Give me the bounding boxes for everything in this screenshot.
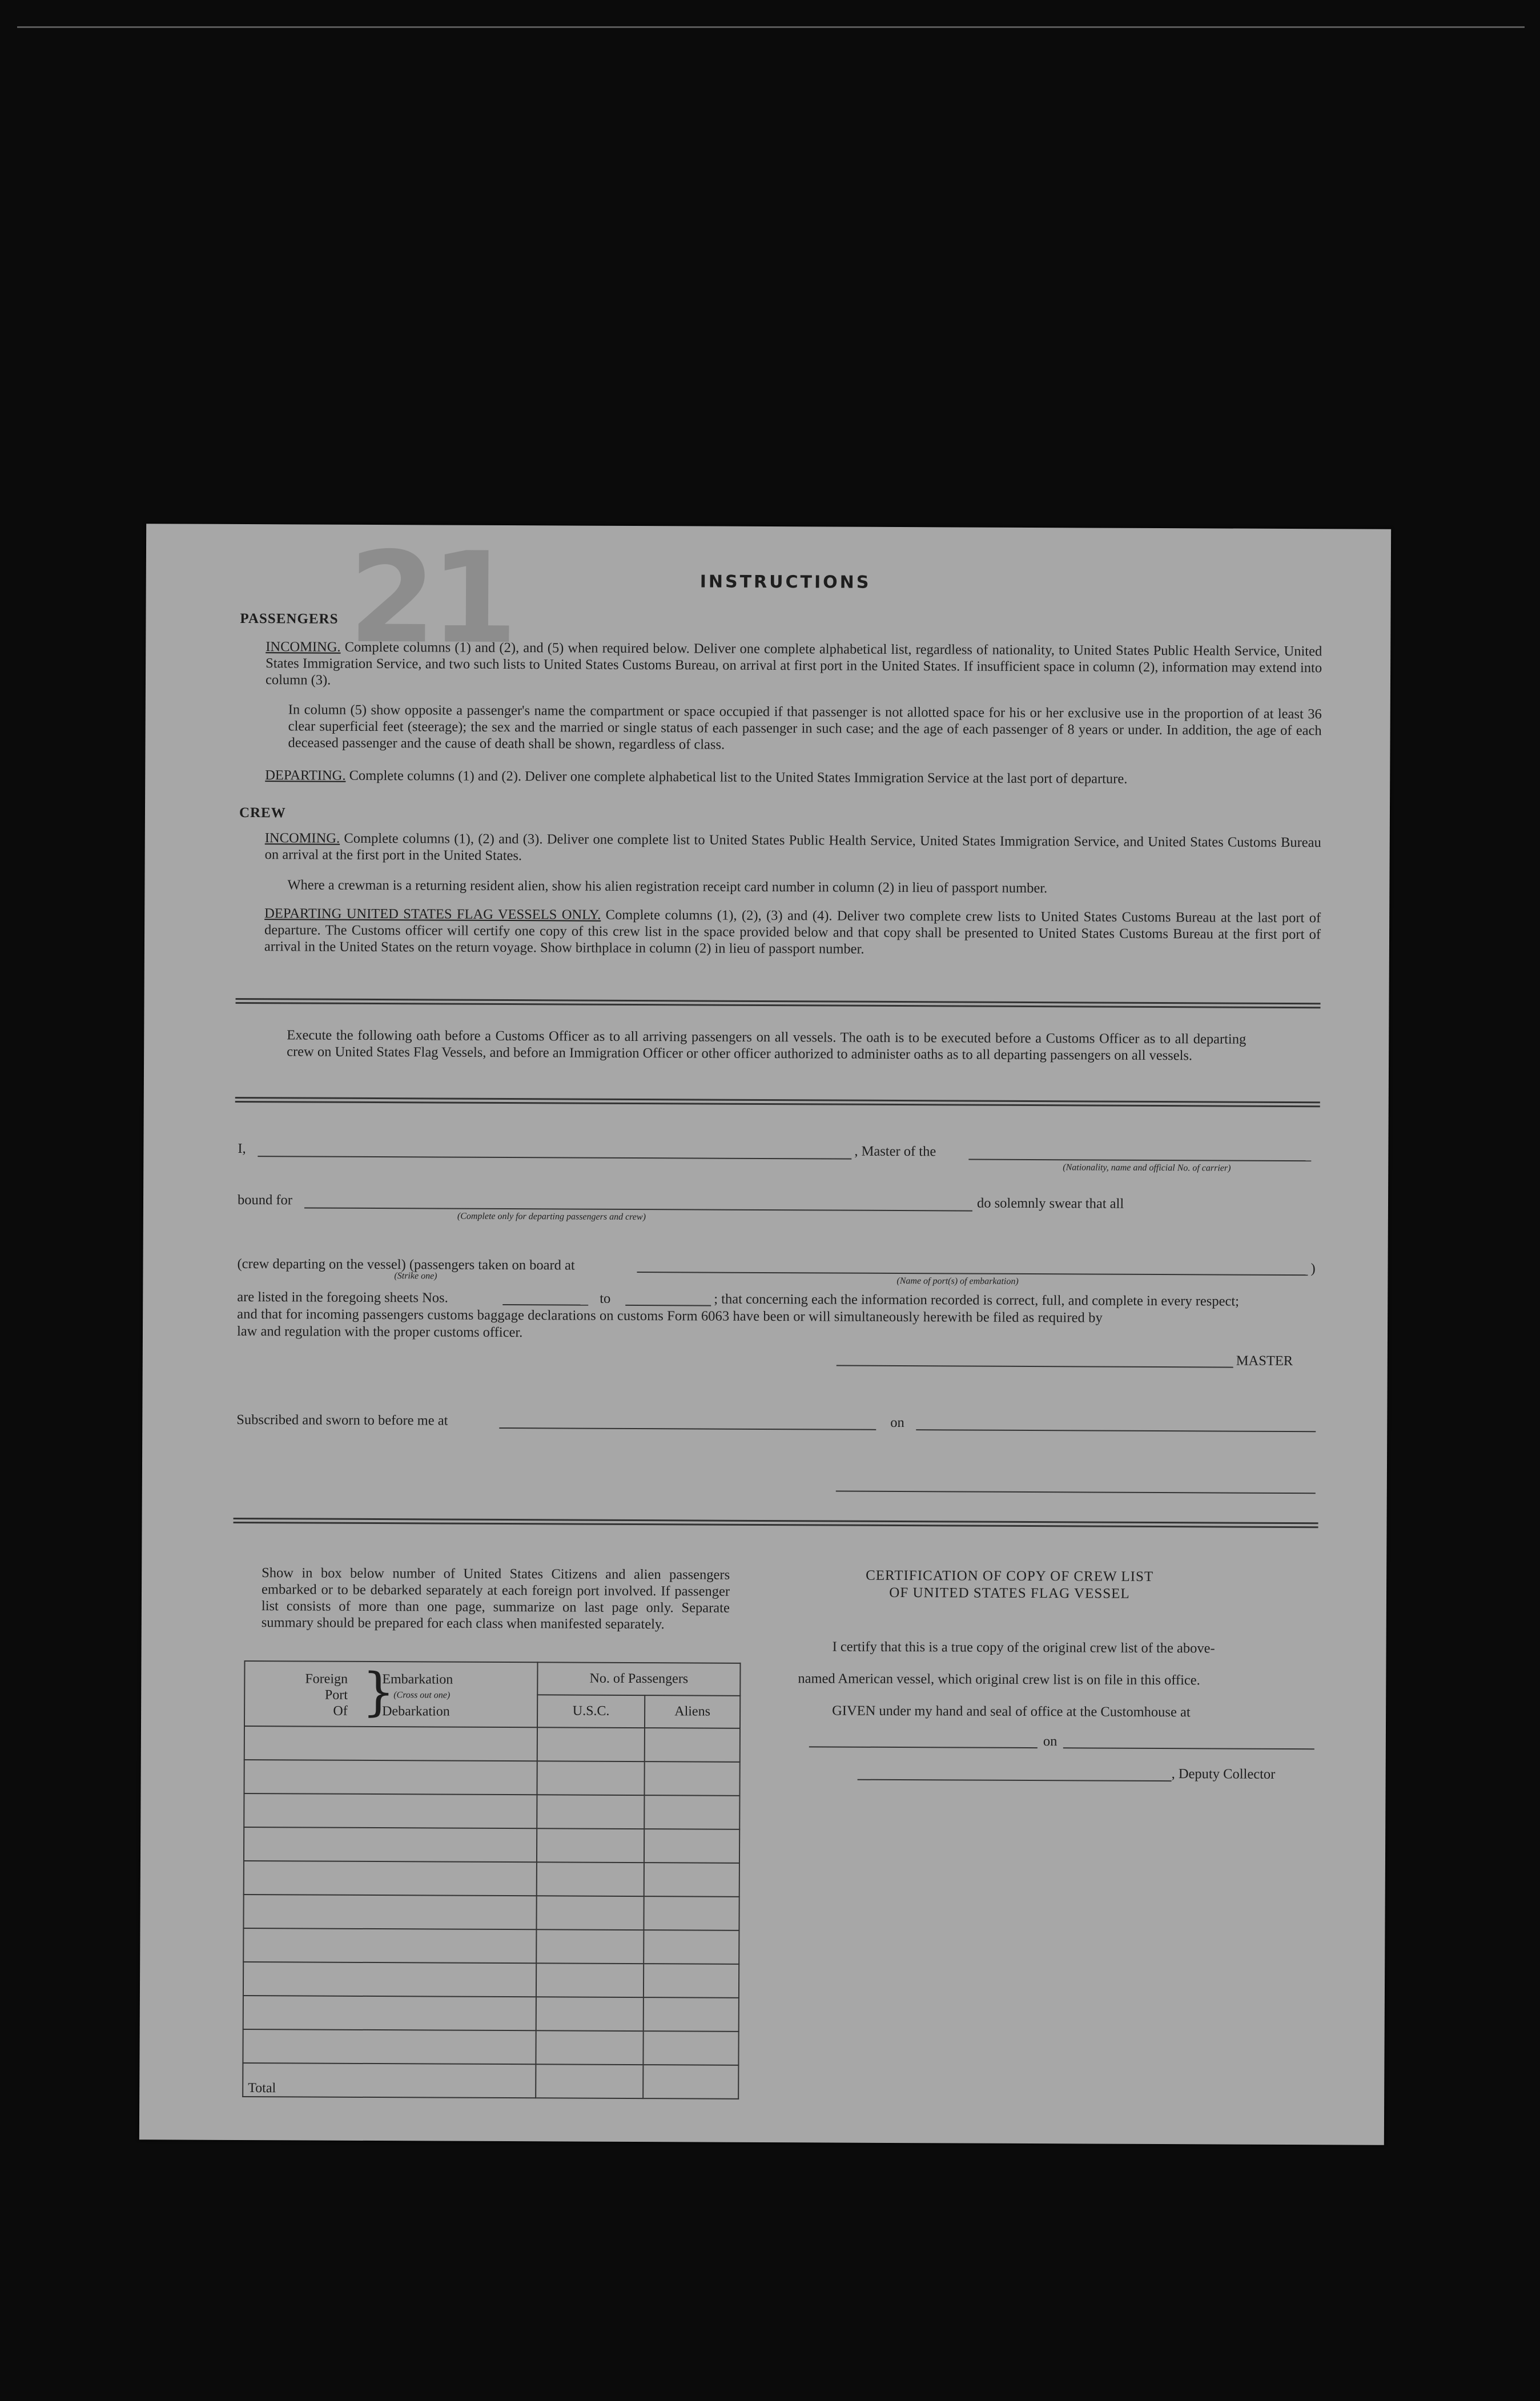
usc-header: U.S.C. xyxy=(537,1695,645,1728)
scanner-border-line xyxy=(17,26,1525,28)
table-row xyxy=(244,1827,739,1863)
section-divider xyxy=(234,1518,1318,1528)
table-row xyxy=(243,1928,739,1964)
cross-out-caption: (Cross out one) xyxy=(393,1690,451,1700)
of-label: Of xyxy=(333,1703,348,1719)
certification-title xyxy=(810,1567,1209,1603)
passenger-summary-table xyxy=(242,1660,741,2100)
passengers-column5-paragraph: In column (5) show opposite a passenger's name the compartment or space occupied if that passenger is not allotted space for his or her exclusive use in the proportion of at least 36 clear superficial feet (steerage); the sex and the married or single status of each passenger in such case; and the age of each passenger of 8 years or under. In addition, the age of each deceased passenger and the cause of death shall be shown, regardless of class. xyxy=(288,702,1322,753)
crew-incoming-paragraph xyxy=(265,830,1321,867)
deputy-signature-line[interactable] xyxy=(858,1779,1172,1781)
crew-heading: CREW xyxy=(239,805,286,821)
total-row xyxy=(243,2063,738,2099)
oath-rest-line3: law and regulation with the proper customs officer. xyxy=(236,1323,523,1341)
table-row xyxy=(243,1962,739,1998)
total-usc-cell[interactable] xyxy=(536,2064,643,2098)
nationality-caption: (Nationality, name and official No. of carrier) xyxy=(1063,1163,1231,1173)
embarkation-label: Embarkation xyxy=(382,1672,453,1687)
aliens-header: Aliens xyxy=(645,1695,740,1728)
passengers-departing-label: DEPARTING. xyxy=(265,767,346,783)
master-of-label: , Master of the xyxy=(854,1143,936,1160)
passengers-departing-paragraph xyxy=(265,767,1321,788)
passengers-incoming-paragraph xyxy=(266,638,1322,693)
master-name-line[interactable] xyxy=(258,1156,851,1160)
total-label: Total xyxy=(243,2063,536,2098)
sheet-to-line[interactable] xyxy=(625,1305,711,1306)
certification-on-label: on xyxy=(1043,1734,1058,1750)
passengers-incoming-text: Complete columns (1) and (2), and (5) when required below. Deliver one complete alphabetical list, regardless of nationality, to United States Public Health Service, United States Immigration Service, and two such lists to United States Customs Bureau, on arrival at first port in the United States. If insufficient space in column (2), information may extend into column (3). xyxy=(265,639,1322,688)
close-paren: ) xyxy=(1310,1261,1316,1277)
table-row xyxy=(243,1895,739,1931)
passengers-heading: PASSENGERS xyxy=(240,610,339,627)
crew-resident-alien-paragraph: Where a crewman is a returning resident alien, show his alien registration receipt card number in column (2) in lieu of passport number. xyxy=(287,877,1048,896)
crew-departing-label: DEPARTING UNITED STATES FLAG VESSELS ONLY. xyxy=(264,906,601,923)
table-row xyxy=(244,1861,739,1897)
certification-title-line2: OF UNITED STATES FLAG VESSEL xyxy=(889,1584,1130,1602)
certification-line2: named American vessel, which original crew list is on file in this office. xyxy=(798,1671,1200,1688)
port-caption: (Name of port(s) of embarkation) xyxy=(896,1276,1019,1286)
crew-incoming-text: Complete columns (1), (2) and (3). Deliver one complete list to United States Public Health Service, United States Immigration Service, and United States Customs Bureau on arrival at the first port in the United States. xyxy=(264,830,1321,864)
crew-departing-label: (crew departing on the vessel) (passengers taken on board at xyxy=(237,1256,575,1273)
bound-for-label: bound for xyxy=(237,1192,293,1208)
section-divider xyxy=(236,998,1321,1008)
oath-rest-line1: ; that concerning each the information recorded is correct, full, and complete in every respect; xyxy=(714,1291,1240,1309)
to-label: to xyxy=(600,1290,611,1306)
crew-incoming-label: INCOMING. xyxy=(264,830,340,846)
section-divider xyxy=(235,1097,1320,1107)
sworn-on-label: on xyxy=(890,1414,904,1431)
table-row xyxy=(243,1996,739,2032)
port-label: Port xyxy=(324,1687,348,1703)
table-row xyxy=(244,1726,740,1762)
certification-title-line1: CERTIFICATION OF COPY OF CREW LIST xyxy=(866,1567,1154,1584)
table-row xyxy=(244,1760,739,1796)
no-passengers-header: No. of Passengers xyxy=(537,1662,740,1696)
oath-i-label: I, xyxy=(238,1140,246,1157)
sworn-place-line[interactable] xyxy=(499,1427,876,1430)
deputy-collector-label: , Deputy Collector xyxy=(1171,1766,1276,1782)
page-number-stamp: 21 xyxy=(348,524,513,672)
passengers-departing-text: Complete columns (1) and (2). Deliver one complete alphabetical list to the United States Immigration Service at the last port of departure. xyxy=(349,767,1128,787)
brace-glyph: } xyxy=(362,1662,395,1723)
carrier-line[interactable] xyxy=(968,1159,1311,1162)
solemnly-swear-label: do solemnly swear that all xyxy=(976,1195,1124,1212)
customhouse-line[interactable] xyxy=(809,1746,1038,1748)
embarkation-port-line[interactable] xyxy=(637,1272,1308,1276)
sheet-from-line[interactable] xyxy=(502,1304,588,1306)
page-title: INSTRUCTIONS xyxy=(699,572,871,593)
passengers-incoming-label: INCOMING. xyxy=(266,639,341,655)
officer-signature-line[interactable] xyxy=(836,1491,1316,1494)
complete-only-caption: (Complete only for departing passengers and crew) xyxy=(457,1211,646,1222)
oath-rest-line2: and that for incoming passengers customs baggage declarations on customs Form 6063 have been or will simultaneously herewith be filed as required by xyxy=(237,1306,1103,1326)
master-label: MASTER xyxy=(1236,1353,1293,1369)
bound-for-line[interactable] xyxy=(304,1207,972,1211)
sworn-date-line[interactable] xyxy=(916,1429,1316,1432)
table-row xyxy=(244,1793,739,1829)
subscribed-label: Subscribed and sworn to before me at xyxy=(236,1411,448,1429)
table-row xyxy=(243,2029,738,2065)
certification-line1: I certify that this is a true copy of the original crew list of the above- xyxy=(832,1639,1215,1656)
crew-departing-text: Complete columns (1), (2), (3) and (4). Deliver two complete crew lists to United States Customs Bureau at the last port of departure. The Customs officer will certify one copy of this crew list in the space provided below and that copy shall be presented to United States Customs Bureau at the first port of arrival in the United States on the return voyage. Show birthplace in column (2) in lieu of passport number. xyxy=(264,907,1321,957)
foreign-label: Foreign xyxy=(305,1671,348,1687)
certification-date-line[interactable] xyxy=(1063,1747,1314,1750)
form-sheet xyxy=(139,524,1391,2145)
debarkation-label: Debarkation xyxy=(382,1704,450,1719)
strike-one-caption: (Strike one) xyxy=(394,1271,437,1281)
master-signature-line[interactable] xyxy=(837,1365,1233,1368)
crew-departing-paragraph xyxy=(264,905,1321,959)
certification-line3: GIVEN under my hand and seal of office at the Customhouse at xyxy=(832,1703,1191,1720)
total-aliens-cell[interactable] xyxy=(643,2065,738,2099)
summary-instruction-paragraph: Show in box below number of United States Citizens and alien passengers embarked or to be debarked separately at each foreign port involved. If passenger list consists of more than one page, summarize on last page only. Separate summary should be prepared for each class when manifested separately. xyxy=(261,1565,730,1632)
oath-instruction-paragraph: Execute the following oath before a Customs Officer as to all arriving passengers on all vessels. The oath is to be executed before a Customs Officer as to all departing crew on United States Flag Vessels, and before an Immigration Officer or other officer authorized to administer oaths as to all departing passengers on all vessels. xyxy=(287,1027,1247,1064)
foreign-port-header xyxy=(244,1661,537,1727)
listed-in-label: are listed in the foregoing sheets Nos. xyxy=(237,1289,448,1306)
